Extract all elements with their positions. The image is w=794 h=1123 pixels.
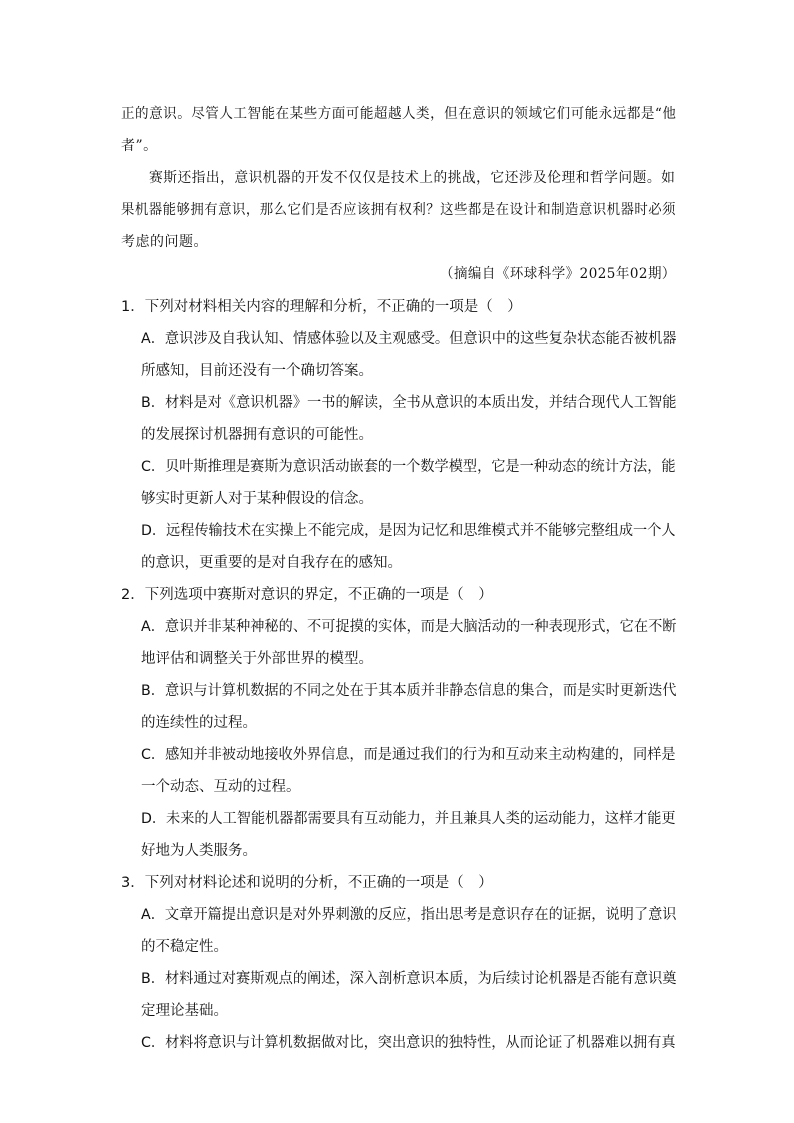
option-c-cont: 一个动态、互动的过程。 bbox=[141, 779, 301, 795]
option-c: C．感知并非被动地接收外界信息，而是通过我们的行为和互动来主动构建的，同样是 bbox=[141, 747, 676, 763]
option-b-cont: 的连续性的过程。 bbox=[141, 715, 257, 731]
question-stem: 1．下列对材料相关内容的理解和分析，不正确的一项是（ ） bbox=[121, 299, 522, 315]
option-c-cont: 够实时更新人对于某种假设的信念。 bbox=[141, 491, 373, 507]
option-a-cont: 的不稳定性。 bbox=[141, 939, 228, 955]
option-d-cont: 好地为人类服务。 bbox=[141, 843, 257, 859]
option-c: C．材料将意识与计算机数据做对比，突出意识的独特性，从而论证了机器难以拥有真 bbox=[141, 1035, 676, 1051]
passage-line: 果机器能够拥有意识，那么它们是否应该拥有权利？这些都是在设计和制造意识机器时必须 bbox=[121, 202, 677, 218]
source-citation: （摘编自《环球科学》2025年02期） bbox=[440, 266, 676, 282]
option-b-cont: 的发展探讨机器拥有意识的可能性。 bbox=[141, 427, 373, 443]
passage-line: 赛斯还指出，意识机器的开发不仅仅是技术上的挑战，它还涉及伦理和哲学问题。如 bbox=[149, 170, 676, 186]
option-a-cont: 所感知，目前还没有一个确切答案。 bbox=[141, 363, 373, 379]
question-stem: 2．下列选项中赛斯对意识的界定，不正确的一项是（ ） bbox=[121, 587, 493, 603]
option-d: D．未来的人工智能机器都需要具有互动能力，并且兼具人类的运动能力，这样才能更 bbox=[141, 811, 676, 827]
passage-line: 者”。 bbox=[121, 138, 158, 154]
passage-line: 正的意识。尽管人工智能在某些方面可能超越人类，但在意识的领域它们可能永远都是“他 bbox=[121, 106, 677, 122]
option-a-cont: 地评估和调整关于外部世界的模型。 bbox=[141, 651, 373, 667]
question-stem: 3．下列对材料论述和说明的分析，不正确的一项是（ ） bbox=[121, 875, 493, 891]
option-d: D．远程传输技术在实操上不能完成，是因为记忆和思维模式并不能够完整组成一个人 bbox=[141, 523, 676, 539]
option-c: C．贝叶斯推理是赛斯为意识活动嵌套的一个数学模型，它是一种动态的统计方法，能 bbox=[141, 459, 676, 475]
passage-line: 考虑的问题。 bbox=[121, 234, 208, 250]
option-a: A．意识并非某种神秘的、不可捉摸的实体，而是大脑活动的一种表现形式，它在不断 bbox=[141, 619, 677, 635]
option-d-cont: 的意识，更重要的是对自我存在的感知。 bbox=[141, 555, 402, 571]
option-b: B．材料通过对赛斯观点的阐述，深入剖析意识本质，为后续讨论机器是否能有意识奠 bbox=[141, 971, 677, 987]
option-b: B．材料是对《意识机器》一书的解读，全书从意识的本质出发，并结合现代人工智能 bbox=[141, 395, 677, 411]
option-a: A．意识涉及自我认知、情感体验以及主观感受。但意识中的这些复杂状态能否被机器 bbox=[141, 331, 677, 347]
option-b: B．意识与计算机数据的不同之处在于其本质并非静态信息的集合，而是实时更新迭代 bbox=[141, 683, 677, 699]
option-b-cont: 定理论基础。 bbox=[141, 1003, 228, 1019]
option-a: A．文章开篇提出意识是对外界刺激的反应，指出思考是意识存在的证据，说明了意识 bbox=[141, 907, 677, 923]
